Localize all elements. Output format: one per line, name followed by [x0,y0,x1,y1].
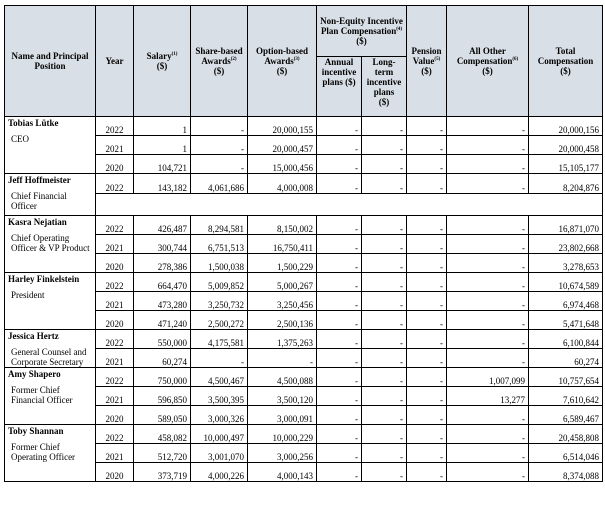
salary-cell: 473,280 [134,292,191,311]
share-cell: 4,000,226 [191,463,248,482]
total-cell: 60,274 [529,349,603,368]
total-cell: 6,589,467 [529,406,603,425]
annual-cell: - [317,387,362,406]
option-cell: 16,750,411 [248,235,317,254]
share-cell: 4,500,467 [191,368,248,387]
annual-cell: - [317,117,362,136]
longterm-cell: - [362,444,407,463]
longterm-cell: - [362,155,407,174]
total-cell: 23,802,668 [529,235,603,254]
share-cell: 1,500,038 [191,254,248,273]
salary-cell: 664,470 [134,273,191,292]
person-title: Former Chief Financial Officer [11,385,73,405]
total-cell: 10,757,654 [529,368,603,387]
longterm-cell: - [362,368,407,387]
total-cell: 10,674,589 [529,273,603,292]
longterm-cell: - [362,216,407,235]
pension-cell: - [407,174,447,194]
person-cell [5,425,96,482]
pension-cell: - [407,444,447,463]
longterm-cell: - [362,463,407,482]
pension-cell: - [407,254,447,273]
spacer-cell [96,194,603,216]
longterm-cell: - [362,254,407,273]
annual-cell: - [317,136,362,155]
share-cell: - [191,349,248,368]
option-cell: 1,500,229 [248,254,317,273]
other-cell: 13,277 [447,387,529,406]
annual-cell: - [317,406,362,425]
table-body [5,117,603,482]
salary-cell: 278,386 [134,254,191,273]
share-cell: 4,175,581 [191,330,248,349]
other-cell: - [447,349,529,368]
other-cell: - [447,155,529,174]
other-cell: - [447,292,529,311]
person-name: Harley Finkelstein [8,274,80,284]
table-row [5,174,603,194]
total-cell: 6,514,046 [529,444,603,463]
annual-cell: - [317,216,362,235]
longterm-cell: - [362,406,407,425]
other-cell: - [447,254,529,273]
option-cell: 2,500,136 [248,311,317,330]
person-cell [5,174,96,216]
share-cell: - [191,155,248,174]
pension-cell: - [407,406,447,425]
header-name: Name and Principal Position [5,6,96,117]
option-cell: 3,000,091 [248,406,317,425]
total-cell: 16,871,070 [529,216,603,235]
longterm-cell: - [362,387,407,406]
other-cell: - [447,216,529,235]
share-cell: 3,001,070 [191,444,248,463]
longterm-cell: - [362,349,407,368]
compensation-table [4,5,603,482]
annual-cell: - [317,349,362,368]
share-cell: - [191,117,248,136]
person-cell [5,216,96,273]
annual-cell: - [317,368,362,387]
header-year: Year [96,6,134,117]
year-cell: 2020 [96,463,134,482]
total-cell: 20,000,156 [529,117,603,136]
person-title: President [11,290,45,300]
year-cell: 2022 [96,330,134,349]
total-cell: 20,000,458 [529,136,603,155]
year-cell: 2022 [96,273,134,292]
salary-cell: 104,721 [134,155,191,174]
option-cell: 20,000,155 [248,117,317,136]
year-cell: 2020 [96,406,134,425]
pension-cell: - [407,349,447,368]
share-cell: 6,751,513 [191,235,248,254]
person-title: CEO [11,134,29,144]
annual-cell: - [317,463,362,482]
header-salary: Salary$^{(1)}$ ($) [134,6,191,117]
longterm-cell: - [362,136,407,155]
year-cell: 2022 [96,425,134,444]
share-cell: 10,000,497 [191,425,248,444]
year-cell: 2020 [96,311,134,330]
other-cell: 1,007,099 [447,368,529,387]
total-cell: 3,278,653 [529,254,603,273]
pension-cell: - [407,463,447,482]
header-share-awards: Share-based Awards$^{(2)}$ ($) [191,6,248,117]
longterm-cell: - [362,117,407,136]
longterm-cell: - [362,273,407,292]
other-cell: - [447,330,529,349]
header-total: Total Compensation ($) [529,6,603,117]
option-cell: 15,000,456 [248,155,317,174]
pension-cell: - [407,136,447,155]
salary-cell: 589,050 [134,406,191,425]
table-row [5,216,603,235]
person-title: General Counsel and Corporate Secretary [11,347,87,367]
annual-cell: - [317,425,362,444]
header-nonequity: Non-Equity Incentive Plan Compensation$^{(4)}$ ($) [317,6,407,57]
person-name: Amy Shapero [8,369,61,379]
annual-cell: - [317,311,362,330]
annual-cell: - [317,235,362,254]
share-cell: 5,009,852 [191,273,248,292]
option-cell: 8,150,002 [248,216,317,235]
salary-cell: 426,487 [134,216,191,235]
salary-cell: 512,720 [134,444,191,463]
salary-cell: 471,240 [134,311,191,330]
share-cell: 3,500,395 [191,387,248,406]
table-row [5,425,603,444]
person-name: Toby Shannan [8,426,64,436]
annual-cell: - [317,174,362,194]
salary-cell: 596,850 [134,387,191,406]
header-longterm: Long-term incentive plans ($) [362,57,407,117]
year-cell: 2022 [96,216,134,235]
annual-cell: - [317,155,362,174]
option-cell: 5,000,267 [248,273,317,292]
other-cell: - [447,311,529,330]
person-title: Former Chief Operating Officer [11,442,76,462]
salary-cell: 60,274 [134,349,191,368]
other-cell: - [447,463,529,482]
total-cell: 7,610,642 [529,387,603,406]
other-cell: - [447,273,529,292]
salary-cell: 550,000 [134,330,191,349]
other-cell: - [447,235,529,254]
option-cell: 4,500,088 [248,368,317,387]
share-cell: 3,000,326 [191,406,248,425]
other-cell: - [447,117,529,136]
other-cell: - [447,425,529,444]
option-cell: 3,000,256 [248,444,317,463]
option-cell: - [248,349,317,368]
salary-cell: 1 [134,136,191,155]
salary-cell: 1 [134,117,191,136]
total-cell: 6,100,844 [529,330,603,349]
option-cell: 3,250,456 [248,292,317,311]
salary-cell: 300,744 [134,235,191,254]
total-cell: 5,471,648 [529,311,603,330]
table-header [5,6,603,117]
year-cell: 2021 [96,292,134,311]
total-cell: 6,974,468 [529,292,603,311]
person-name: Jessica Hertz [8,331,59,341]
year-cell: 2022 [96,117,134,136]
pension-cell: - [407,330,447,349]
pension-cell: - [407,235,447,254]
option-cell: 4,000,143 [248,463,317,482]
salary-cell: 143,182 [134,174,191,194]
share-cell: 2,500,272 [191,311,248,330]
longterm-cell: - [362,425,407,444]
year-cell: 2020 [96,155,134,174]
other-cell: - [447,136,529,155]
person-cell [5,273,96,330]
person-cell [5,117,96,174]
longterm-cell: - [362,292,407,311]
option-cell: 3,500,120 [248,387,317,406]
annual-cell: - [317,444,362,463]
salary-cell: 458,082 [134,425,191,444]
header-option-awards: Option-based Awards$^{(3)}$ ($) [248,6,317,117]
longterm-cell: - [362,235,407,254]
salary-cell: 750,000 [134,368,191,387]
pension-cell: - [407,155,447,174]
pension-cell: - [407,273,447,292]
share-cell: 4,061,686 [191,174,248,194]
year-cell: 2021 [96,387,134,406]
other-cell: - [447,444,529,463]
option-cell: 10,000,229 [248,425,317,444]
person-cell [5,368,96,425]
year-cell: 2022 [96,174,134,194]
longterm-cell: - [362,174,407,194]
pension-cell: - [407,292,447,311]
total-cell: 8,374,088 [529,463,603,482]
longterm-cell: - [362,311,407,330]
total-cell: 8,204,876 [529,174,603,194]
pension-cell: - [407,425,447,444]
header-other-comp: All Other Compensation$^{(6)}$ ($) [447,6,529,117]
year-cell: 2021 [96,235,134,254]
year-cell: 2022 [96,368,134,387]
pension-cell: - [407,216,447,235]
table-row [5,330,603,349]
person-title: Chief Financial Officer [11,191,67,211]
other-cell: - [447,174,529,194]
share-cell: 3,250,732 [191,292,248,311]
option-cell: 1,375,263 [248,330,317,349]
year-cell: 2020 [96,254,134,273]
table-row [5,368,603,387]
annual-cell: - [317,292,362,311]
total-cell: 20,458,808 [529,425,603,444]
table-row [5,273,603,292]
option-cell: 4,000,008 [248,174,317,194]
person-title: Chief Operating Officer & VP Product [11,233,90,253]
person-name: Jeff Hoffmeister [8,175,71,185]
share-cell: - [191,136,248,155]
person-cell [5,330,96,368]
person-name: Kasra Nejatian [8,217,67,227]
share-cell: 8,294,581 [191,216,248,235]
option-cell: 20,000,457 [248,136,317,155]
pension-cell: - [407,368,447,387]
annual-cell: - [317,330,362,349]
total-cell: 15,105,177 [529,155,603,174]
year-cell: 2021 [96,444,134,463]
table-row [5,117,603,136]
pension-cell: - [407,387,447,406]
salary-cell: 373,719 [134,463,191,482]
other-cell: - [447,406,529,425]
longterm-cell: - [362,330,407,349]
header-pension: Pension Value$^{(5)}$ ($) [407,6,447,117]
annual-cell: - [317,254,362,273]
annual-cell: - [317,273,362,292]
pension-cell: - [407,311,447,330]
year-cell: 2021 [96,136,134,155]
header-annual: Annual incentive plans ($) [317,57,362,117]
person-name: Tobias Lütke [8,118,59,128]
year-cell: 2021 [96,349,134,368]
pension-cell: - [407,117,447,136]
